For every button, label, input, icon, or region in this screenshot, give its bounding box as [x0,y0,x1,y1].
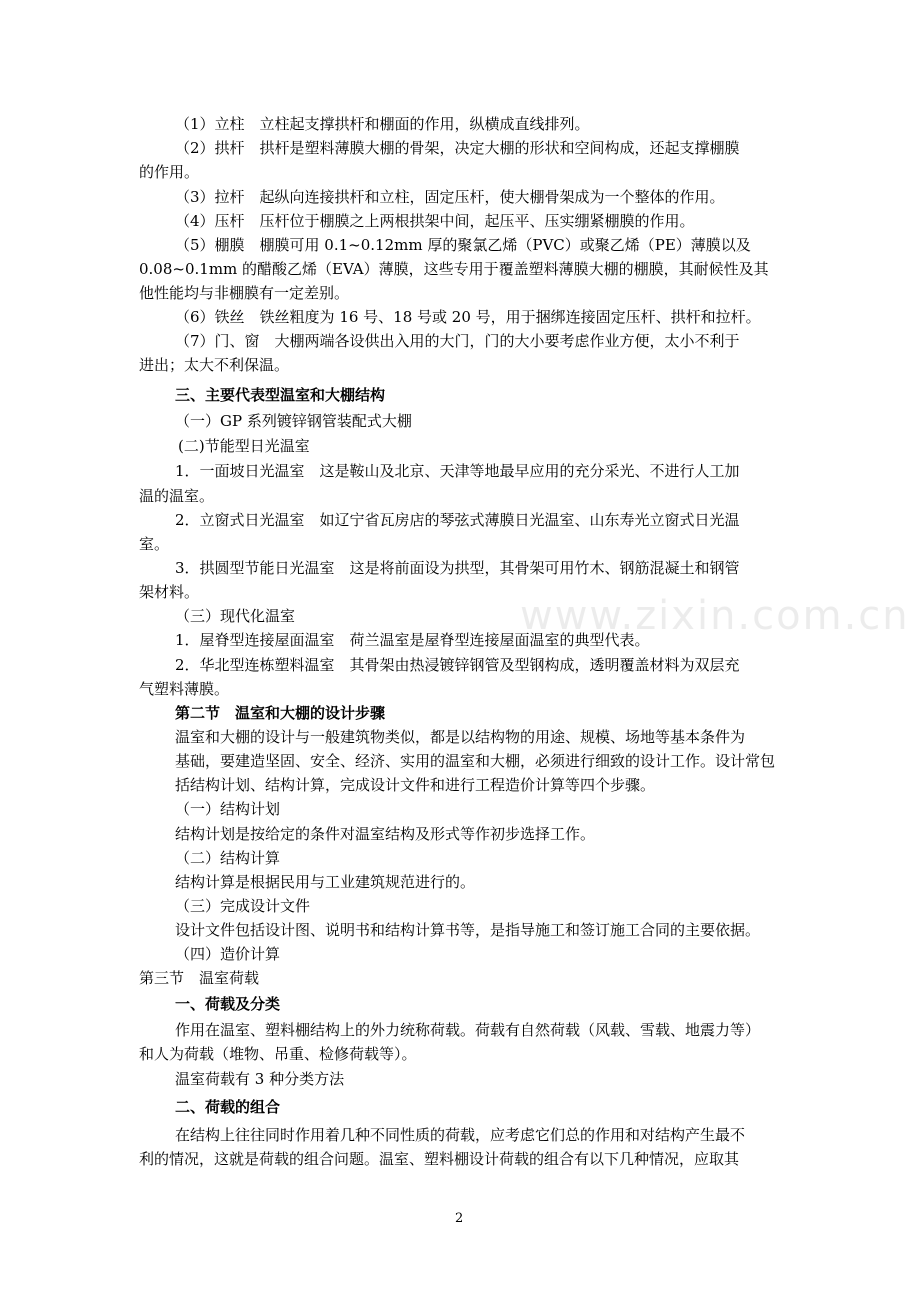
paragraph-line: （一）结构计划 [175,800,281,818]
section-heading: 一、荷载及分类 [175,995,281,1013]
paragraph-line: 结构计划是按给定的条件对温室结构及形式等作初步选择工作。 [175,825,596,843]
paragraph-line: 温室荷载有 3 种分类方法 [175,1070,345,1088]
paragraph-line: 结构计算是根据民用与工业建筑规范进行的。 [175,873,476,891]
paragraph-line: (二)节能型日光温室 [178,437,310,455]
paragraph-line: （3）拉杆 起纵向连接拱杆和立柱，固定压杆，使大棚骨架成为一个整体的作用。 [175,188,725,206]
paragraph-line: 温的温室。 [139,487,215,505]
paragraph-line: 2．华北型连栋塑料温室 其骨架由热浸镀锌钢管及型钢构成，透明覆盖材料为双层充 [175,656,740,674]
paragraph-line: 的作用。 [139,163,200,181]
paragraph-line: （2）拱杆 拱杆是塑料薄膜大棚的骨架，决定大棚的形状和空间构成，还起支撑棚膜 [175,139,740,157]
paragraph-line: （二）结构计算 [175,849,281,867]
paragraph-line: （6）铁丝 铁丝粗度为 16 号、18 号或 20 号，用于捆绑连接固定压杆、拱杆和拉杆。 [175,308,761,326]
paragraph-line: 他性能均与非棚膜有一定差别。 [139,284,350,302]
paragraph-line: （三）完成设计文件 [175,897,311,915]
paragraph-line: 室。 [139,535,170,553]
paragraph-line: （四）造价计算 [175,945,281,963]
paragraph-line: 3．拱圆型节能日光温室 这是将前面设为拱型，其骨架可用竹木、钢筋混凝土和钢管 [175,559,740,577]
paragraph-line: 括结构计划、结构计算，完成设计文件和进行工程造价计算等四个步骤。 [175,776,656,794]
paragraph-line: 在结构上往往同时作用着几种不同性质的荷载，应考虑它们总的作用和对结构产生最不 [175,1126,746,1144]
paragraph-line: 设计文件包括设计图、说明书和结构计算书等，是指导施工和签订施工合同的主要依据。 [175,921,761,939]
paragraph-line: 和人为荷载（堆物、吊重、检修荷载等）。 [139,1045,417,1063]
paragraph-line: 2．立窗式日光温室 如辽宁省瓦房店的琴弦式薄膜日光温室、山东寿光立窗式日光温 [175,511,740,529]
section-heading: 第二节 温室和大棚的设计步骤 [175,704,386,722]
page-number: 2 [455,1211,464,1226]
paragraph-line: 基础，要建造坚固、安全、经济、实用的温室和大棚，必须进行细致的设计工作。设计常包 [175,752,776,770]
paragraph-line: 气塑料薄膜。 [139,680,230,698]
section-heading: 第三节 温室荷载 [139,969,260,987]
section-heading: 三、主要代表型温室和大棚结构 [175,386,386,404]
paragraph-line: （一）GP 系列镀锌钢管装配式大棚 [175,412,412,430]
paragraph-line: 利的情况，这就是荷载的组合问题。温室、塑料棚设计荷载的组合有以下几种情况，应取其 [139,1150,740,1168]
paragraph-line: 温室和大棚的设计与一般建筑物类似，都是以结构物的用途、规模、场地等基本条件为 [175,728,746,746]
paragraph-line: 进出；太大不利保温。 [139,356,290,374]
paragraph-line: 1．一面坡日光温室 这是鞍山及北京、天津等地最早应用的充分采光、不进行人工加 [175,462,740,480]
paragraph-line: 架材料。 [139,583,200,601]
paragraph-line: 0.08~0.1mm 的醋酸乙烯（EVA）薄膜，这些专用于覆盖塑料薄膜大棚的棚膜，其耐候性及其 [139,260,769,278]
paragraph-line: （7）门、窗 大棚两端各设供出入用的大门，门的大小要考虑作业方便，太小不利于 [175,332,740,350]
paragraph-line: （1）立柱 立柱起支撑拱杆和棚面的作用，纵横成直线排列。 [175,115,590,133]
paragraph-line: （5）棚膜 棚膜可用 0.1~0.12mm 厚的聚氯乙烯（PVC）或聚乙烯（PE）薄膜以及 [175,236,751,254]
paragraph-line: 作用在温室、塑料棚结构上的外力统称荷载。荷载有自然荷载（风载、雪载、地震力等） [175,1021,761,1039]
paragraph-line: 1．屋脊型连接屋面温室 荷兰温室是屋脊型连接屋面温室的典型代表。 [175,631,650,649]
section-heading: 二、荷载的组合 [175,1098,281,1116]
watermark: www.zixin.com.cn [520,593,910,639]
paragraph-line: （三）现代化温室 [175,607,296,625]
paragraph-line: （4）压杆 压杆位于棚膜之上两根拱架中间，起压平、压实绷紧棚膜的作用。 [175,212,695,230]
